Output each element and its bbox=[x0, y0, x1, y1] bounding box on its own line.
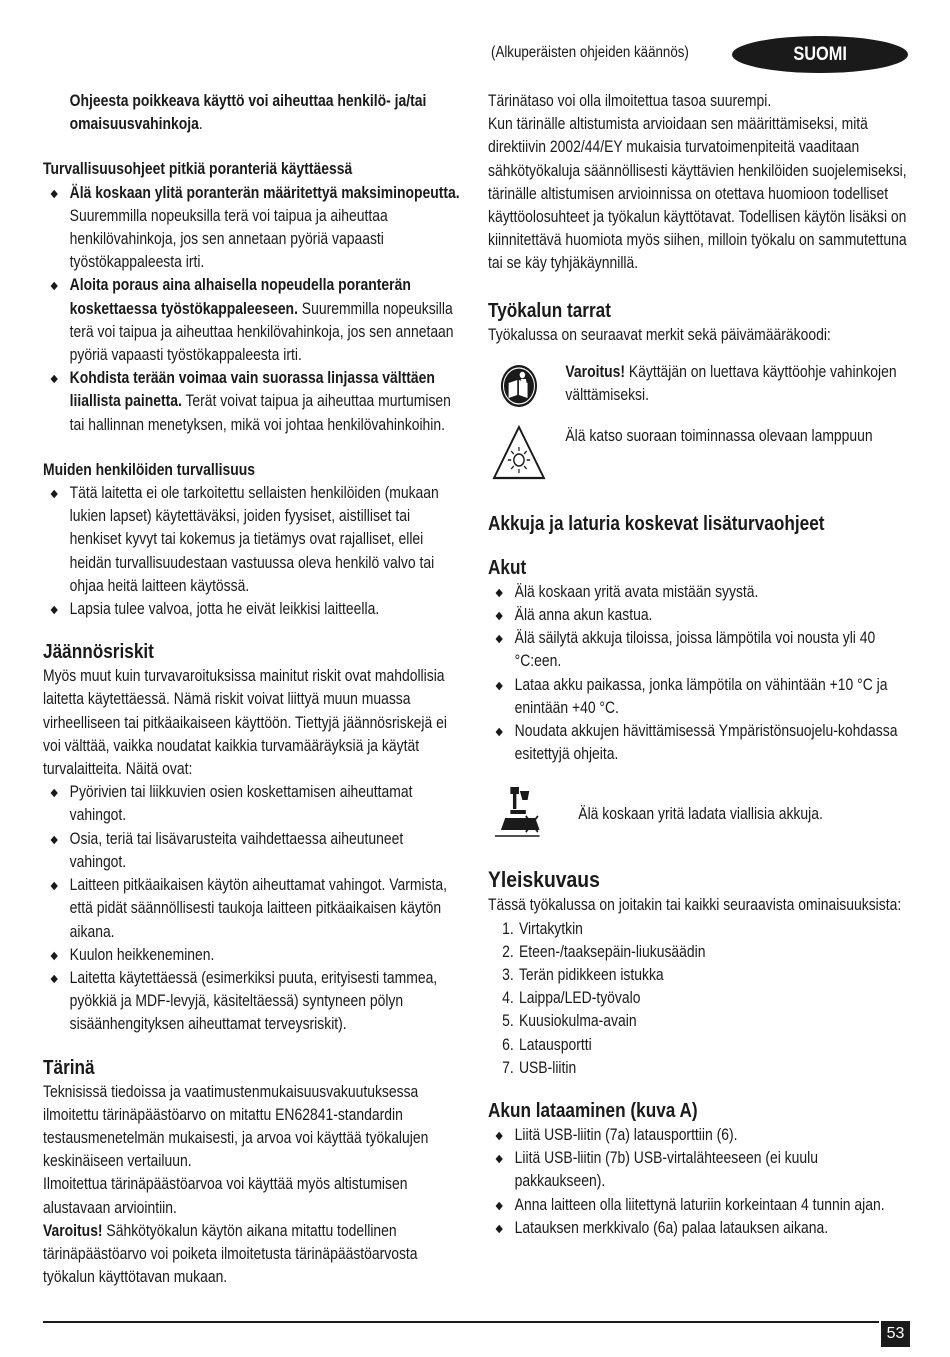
residual-heading: Jäännösriskit bbox=[43, 641, 154, 664]
list-item: Liitä USB-liitin (7a) latausporttiin (6). bbox=[488, 1124, 909, 1147]
item-text: Laippa/LED-työvalo bbox=[518, 989, 641, 1008]
item-text: Eteen-/taaksepäin-liukusäädin bbox=[518, 942, 706, 961]
list-item: Laitteen pitkäaikaisen käytön aiheuttamat vahingot. Varmista, että pidät säännöllisesti taukoja laitteen pitkäaikaisen käytön aikana. bbox=[43, 874, 460, 944]
list-item: Laitetta käytettäessä (esimerkiksi puuta, erityisesti tammea, pyökkiä ja MDF-levyjä, käsiteltäessä) syntyneen pölyn sisäänhengityksen aiheuttamat terveysriskit). bbox=[43, 967, 460, 1037]
overview-heading: Yleiskuvaus bbox=[488, 867, 600, 893]
item-number: 1. bbox=[502, 919, 514, 938]
list-item: Tätä laitetta ei ole tarkoitettu sellaisten henkilöiden (mukaan lukien lapset) käytettäväksi, joiden fyysiset, aistilliset tai henkiset kyvyt tai kokemus ja tietämys ovat rajalliset, ellei heidän turvallisuudestaan vastuussa oleva henkilö valvo tai ohjaa heitä laitteen käytössä. bbox=[43, 482, 460, 598]
item-number: 3. bbox=[502, 966, 514, 985]
item-text: Kuusiokulma-avain bbox=[518, 1012, 637, 1031]
vibration-warning bbox=[43, 1220, 460, 1290]
list-item: Anna laitteen olla liitettynä laturiin korkeintaan 4 tunnin ajan. bbox=[488, 1194, 909, 1217]
list-item bbox=[43, 182, 460, 275]
akut-list bbox=[488, 581, 909, 767]
list-item: Kuulon heikkeneminen. bbox=[43, 944, 460, 967]
drill-heading: Turvallisuusohjeet pitkiä poranteriä käyttäessä bbox=[43, 160, 353, 179]
intro-paragraph bbox=[43, 90, 460, 136]
item-number: 5. bbox=[502, 1012, 514, 1031]
overview-list bbox=[488, 918, 909, 1080]
item-text: Terän pidikkeen istukka bbox=[518, 966, 664, 985]
item-number: 6. bbox=[502, 1035, 514, 1054]
item-number: 4. bbox=[502, 989, 514, 1008]
list-item bbox=[488, 1057, 909, 1080]
labels-intro: Työkalussa on seuraavat merkit sekä päivämääräkoodi: bbox=[488, 325, 831, 344]
others-list bbox=[43, 482, 460, 621]
vibration-heading: Tärinä bbox=[43, 1056, 95, 1079]
warning-text: Sähkötyökalun käytön aikana mitattu todellinen tärinäpäästöarvo voi poiketa ilmoitetusta tärinäpäästöarvosta työkalun käyttötavan mukaan. bbox=[43, 1221, 418, 1287]
list-item bbox=[488, 987, 909, 1010]
list-item bbox=[488, 964, 909, 987]
item-text: Virtakytkin bbox=[518, 919, 583, 938]
intro-end: . bbox=[198, 115, 203, 134]
residual-intro: Myös muut kuin turvavaroituksissa mainitut riskit ovat mahdollisia laitetta käytettäessä. Nämä riskit voivat liittyä muun muassa virheelliseen tai pitkäaikaiseen käyttöön. Tiettyjä jäännösriskejä ei voi välttää, vaikka noudatat kaikkia turvamääräyksiä ja käytät turvalaitteita. Näitä ovat: bbox=[43, 667, 447, 779]
list-item: Liitä USB-liitin (7b) USB-virtalähteeseen (ei kuulu pakkaukseen). bbox=[488, 1147, 909, 1193]
lamp-warning-icon bbox=[488, 423, 548, 483]
item-bold: Aloita poraus aina alhaisella nopeudella poranterän koskettaessa työstökappaleeseen. bbox=[69, 276, 411, 318]
list-item: Pyörivien tai liikkuvien osien koskettamisen aiheuttamat vahingot. bbox=[43, 781, 460, 827]
label-warning-text bbox=[565, 361, 909, 407]
list-item bbox=[488, 918, 909, 941]
item-bold: Kohdista terään voimaa vain suorassa linjassa välttäen liiallista painetta. bbox=[69, 369, 435, 411]
list-item: Latauksen merkkivalo (6a) palaa latauksen aikana. bbox=[488, 1217, 909, 1240]
item-text: Terät voivat taipua ja aiheuttaa murtumisen tai hallinnan menetyksen, mikä voi johtaa henkilövahinkoihin. bbox=[69, 392, 451, 434]
language-label: SUOMI bbox=[793, 44, 847, 65]
vibration-cont-1: Tärinätaso voi olla ilmoitettua tasoa suurempi. bbox=[488, 92, 772, 110]
right-column bbox=[488, 90, 950, 1240]
list-item: Älä koskaan yritä avata mistään syystä. bbox=[488, 581, 909, 604]
vibration-cont-2: Kun tärinälle altistumista arvioidaan sen määrittämiseksi, mitä direktiivin 2002/44/EY mukaisia turvatoimenpiteitä vaaditaan sähkötyökaluja säännöllisesti käyttävien henkilöiden suojelemiseksi, tärinälle altistumisen arvioinnissa on otettava huomioon todelliset käyttöolosuhteet ja työkalun käyttötavat. Todellisen käytön lisäksi on kiinnitettävä huomiota myös siihen, milloin työkalu on sammutettuna tai se käy tyhjäkäynnillä. bbox=[488, 115, 907, 273]
language-badge bbox=[732, 36, 908, 73]
list-item: Noudata akkujen hävittämisessä Ympäristönsuojelu-kohdassa esitettyjä ohjeita. bbox=[488, 720, 909, 766]
vibration-p1: Teknisissä tiedoissa ja vaatimustenmukaisuusvakuutuksessa ilmoitettu tärinäpäästöarvo on mitattu EN62841-standardin testausmenetelmän mukaisesti, ja arvoa voi käyttää työkalujen keskinäiseen vertailuun. bbox=[43, 1082, 429, 1171]
item-text: Suuremmilla nopeuksilla terä voi taipua ja aiheuttaa henkilövahinkoja, jos sen annetaan pyöriä vapaasti työstökappaleesta irti. bbox=[69, 299, 454, 365]
vibration-p2: Ilmoitettua tärinäpäästöarvoa voi käyttää myös altistumisen alustavaan arviointiin. bbox=[43, 1175, 408, 1217]
list-item: Osia, teriä tai lisävarusteita vaihdettaessa aiheutuneet vahingot. bbox=[43, 828, 460, 874]
damaged-battery-row bbox=[488, 784, 909, 844]
item-text: Suuremmilla nopeuksilla terä voi taipua ja aiheuttaa henkilövahinkoja, jos sen annetaan pyöriä vapaasti työstökappaleesta irti. bbox=[69, 206, 388, 272]
list-item bbox=[43, 367, 460, 437]
charging-heading: Akun lataaminen (kuva A) bbox=[488, 1100, 698, 1123]
intro-bold: Ohjeesta poikkeava käyttö voi aiheuttaa henkilö- ja/tai omaisuusvahinkoja bbox=[69, 92, 427, 134]
label-lamp-text: Älä katso suoraan toiminnassa olevaan lamppuun bbox=[565, 426, 873, 445]
warning-label: Varoitus! bbox=[43, 1221, 103, 1240]
label-lamp-row bbox=[488, 423, 909, 483]
list-item bbox=[488, 1034, 909, 1057]
list-item bbox=[488, 941, 909, 964]
item-bold: Älä koskaan ylitä poranterän määritettyä maksiminopeutta. bbox=[69, 183, 460, 202]
overview-intro: Tässä työkalussa on joitakin tai kaikki seuraavista ominaisuuksista: bbox=[488, 896, 902, 915]
label-warning-row bbox=[488, 361, 909, 411]
read-manual-icon bbox=[488, 361, 548, 411]
labels-heading: Työkalun tarrat bbox=[488, 299, 611, 322]
damaged-battery-icon bbox=[488, 784, 553, 844]
label-warning-desc: Käyttäjän on luettava käyttöohje vahinkojen välttämiseksi. bbox=[565, 362, 897, 405]
list-item: Lataa akku paikassa, jonka lämpötila on vähintään +10 °C ja enintään +40 °C. bbox=[488, 674, 909, 720]
akut-heading: Akut bbox=[488, 556, 527, 579]
charging-list bbox=[488, 1124, 909, 1240]
list-item: Älä anna akun kastua. bbox=[488, 604, 909, 627]
damaged-battery-text: Älä koskaan yritä ladata viallisia akkuja. bbox=[578, 804, 823, 823]
others-heading: Muiden henkilöiden turvallisuus bbox=[43, 460, 255, 479]
item-text: Latausportti bbox=[518, 1035, 592, 1054]
list-item bbox=[43, 274, 460, 367]
page-number: 53 bbox=[881, 1321, 910, 1347]
header-subtitle: (Alkuperäisten ohjeiden käännös) bbox=[491, 44, 689, 61]
item-text: USB-liitin bbox=[518, 1058, 577, 1077]
left-column bbox=[43, 90, 528, 1289]
battery-heading: Akkuja ja laturia koskevat lisäturvaohjeet bbox=[488, 512, 825, 535]
label-warning-bold: Varoitus! bbox=[565, 362, 625, 381]
list-item: Älä säilytä akkuja tiloissa, joissa lämpötila voi nousta yli 40 °C:een. bbox=[488, 627, 909, 673]
list-item bbox=[488, 1010, 909, 1033]
drill-list bbox=[43, 182, 460, 437]
residual-list bbox=[43, 781, 460, 1036]
footer-rule bbox=[43, 1321, 879, 1323]
item-number: 2. bbox=[502, 942, 514, 961]
list-item: Lapsia tulee valvoa, jotta he eivät leikkisi laitteella. bbox=[43, 598, 460, 621]
item-number: 7. bbox=[502, 1058, 514, 1077]
